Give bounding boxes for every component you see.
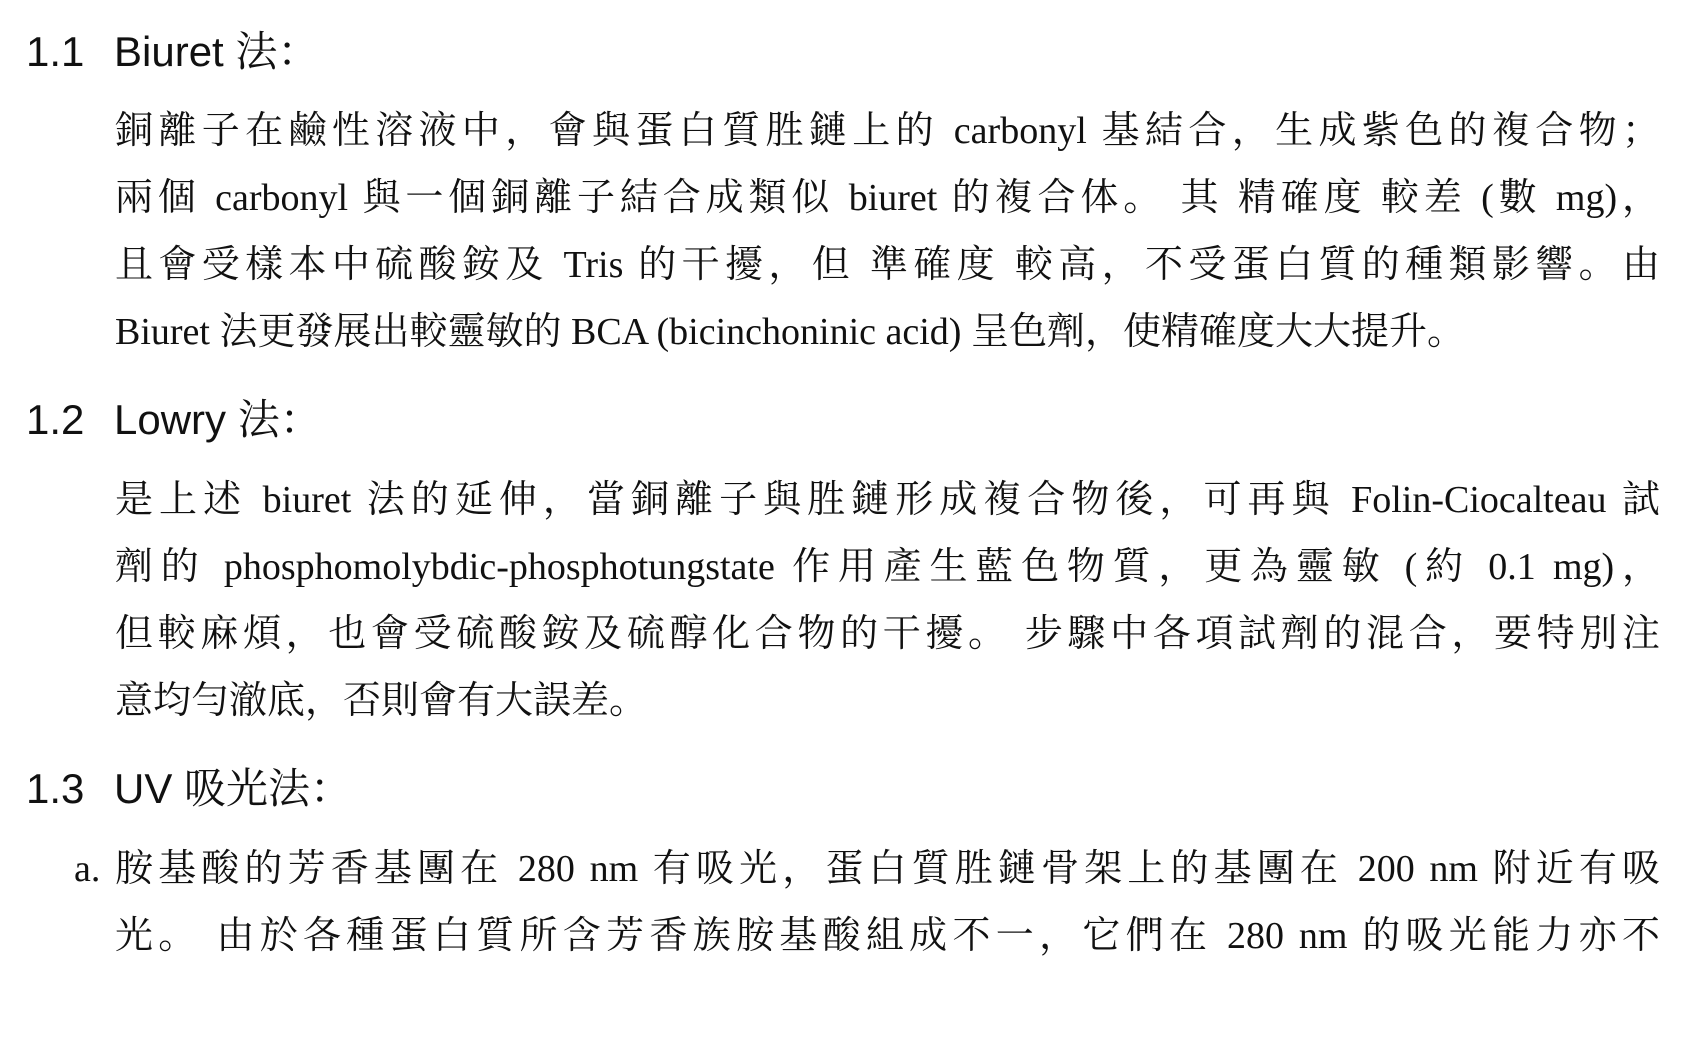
section-heading-1-1 xyxy=(26,24,319,80)
text-line: 光。 由於各種蛋白質所含芳香族胺基酸組成不一，它們在 280 nm 的吸光能力亦不 xyxy=(115,915,1660,957)
text-line: 兩個 carbonyl 與一個銅離子結合成類似 biuret 的複合体。 其 精確度 較差 (數 mg)， xyxy=(115,177,1660,219)
list-item-marker: a. xyxy=(74,848,101,890)
text-line: Biuret 法更發展出較靈敏的 BCA (bicinchoninic acid) 呈色劑，使精確度大大提升。 xyxy=(115,311,1465,353)
section-body-1-2 xyxy=(115,467,1660,735)
section-body-1-1 xyxy=(115,98,1660,366)
section-title: Lowry 法： xyxy=(114,396,322,443)
section-heading-1-2 xyxy=(26,392,322,448)
text-line: 銅離子在鹼性溶液中，會與蛋白質胜鏈上的 carbonyl 基結合，生成紫色的複合物； xyxy=(115,110,1660,152)
text-line: 且會受樣本中硫酸銨及 Tris 的干擾，但 準確度 較高，不受蛋白質的種類影響。由 xyxy=(115,244,1660,286)
section-number: 1.1 xyxy=(26,28,85,75)
section-number: 1.3 xyxy=(26,765,85,812)
text-line: 是上述 biuret 法的延伸，當銅離子與胜鏈形成複合物後，可再與 Folin-Ciocalteau 試 xyxy=(115,479,1660,521)
text-line: 胺基酸的芳香基團在 280 nm 有吸光，蛋白質胜鏈骨架上的基團在 200 nm 附近有吸 xyxy=(115,848,1660,890)
section-title: UV 吸光法： xyxy=(114,765,353,812)
text-line: 意均勻澈底，否則會有大誤差。 xyxy=(115,680,648,722)
text-line: 但較麻煩，也會受硫酸銨及硫醇化合物的干擾。 步驟中各項試劑的混合，要特別注 xyxy=(115,613,1660,655)
section-heading-1-3 xyxy=(26,761,352,817)
section-number: 1.2 xyxy=(26,396,85,443)
section-body-1-3 xyxy=(115,836,1660,970)
section-title: Biuret 法： xyxy=(114,28,320,75)
text-line: 劑的 phosphomolybdic-phosphotungstate 作用產生藍色物質，更為靈敏 (約 0.1 mg)， xyxy=(115,546,1660,588)
